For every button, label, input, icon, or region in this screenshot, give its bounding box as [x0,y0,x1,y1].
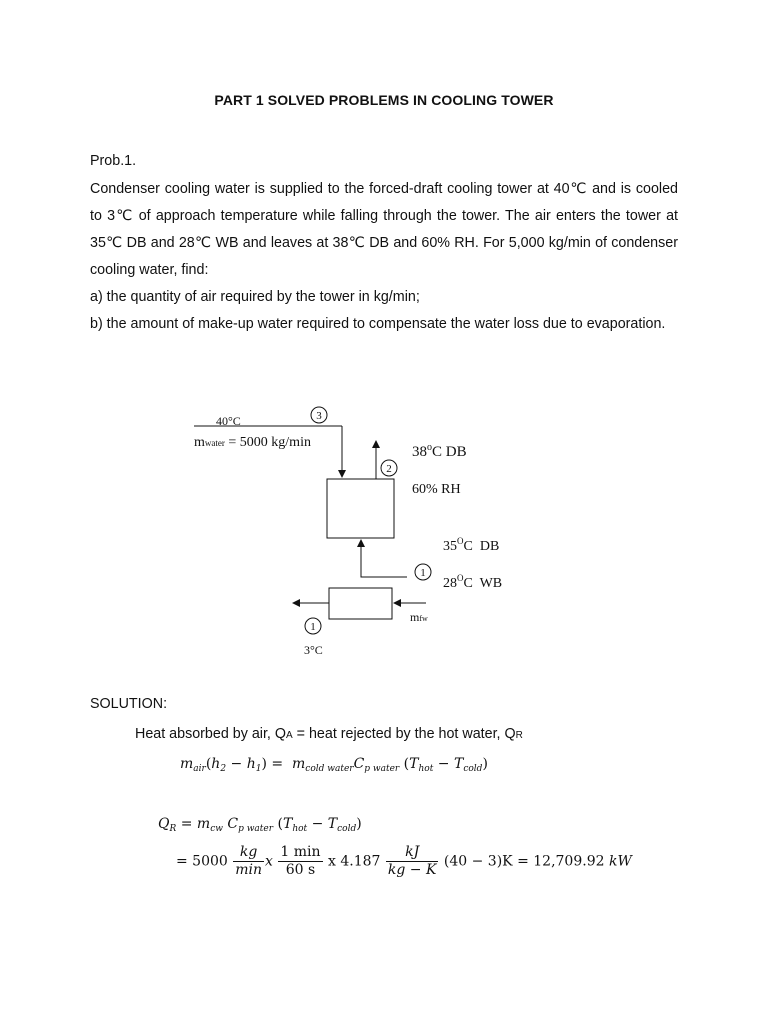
page-title: PART 1 SOLVED PROBLEMS IN COOLING TOWER [214,92,554,108]
inlet-temp-label: 40°C [216,414,241,428]
air-exit-rh-label: 60% RH [412,482,461,497]
energy-balance-equation: $m_{air}(h_2 - h_1) = m_{cold water}C_{p water}$ $(T_{hot} - T_{cold})$ [180,756,488,774]
fraction-kj-per-kgk: $\frac{kJ}{kg - K}$ [387,844,437,878]
state-1-air-number: 1 [420,567,426,579]
question-b: b) the amount of make-up water required to compensate the water loss due to evaporation. [90,316,666,332]
fraction-kg-per-min: $\frac{kg}{\min}$ [235,844,263,878]
fraction-min-per-s: $\frac{1 \min}{60 s}$ [280,844,321,878]
air-inlet-db-label: $35^OC$ DB [443,536,500,554]
question-a: a) the quantity of air required by the tower in kg/min; [90,289,420,305]
heat-balance-statement: Heat absorbed by air, QA = heat rejected by the hot water, QR [135,726,523,742]
basin-box [329,588,392,619]
heat-rejected-equation: $Q_R = m_{cw}$ $C_{p water}$ $(T_{hot} - T_{cold})$ [158,816,362,834]
air-exit-db-label: 38$^o$C DB [412,442,467,460]
makeup-water-label: mfw [410,610,428,624]
air-inlet-wb-label: $28^OC$ WB [443,573,503,591]
heat-rejected-calculation: = 5000 $\frac{kg}{\min}$ x $\frac{1 \min}{60 s}$ x 4.187 $\frac{kJ}{kg - K}$ (40 − 3)K = 12,709.92 kW [176,844,632,878]
solution-label: SOLUTION: [90,696,168,712]
state-2-number: 2 [386,463,392,475]
state-3-number: 3 [316,410,322,422]
problem-label: Prob.1. [90,153,137,169]
air-inlet-arrow [361,540,407,577]
water-flow-label: mwater = 5000 kg/min [194,435,311,450]
outlet-temp-label: 3°C [304,643,323,657]
cooling-tower-diagram [0,380,768,700]
problem-statement: Condenser cooling water is supplied to the forced-draft cooling tower at 40℃ and is cooled to 3℃ of approach temperature while falling through the tower. The air enters the tower at 35℃ DB and 28℃ WB and leaves at 38℃ DB and 60% RH. For 5,000 kg/min of condenser cooling water, find: [90,181,678,278]
cooling-tower-box [327,479,394,538]
state-1-water-number: 1 [310,621,316,633]
